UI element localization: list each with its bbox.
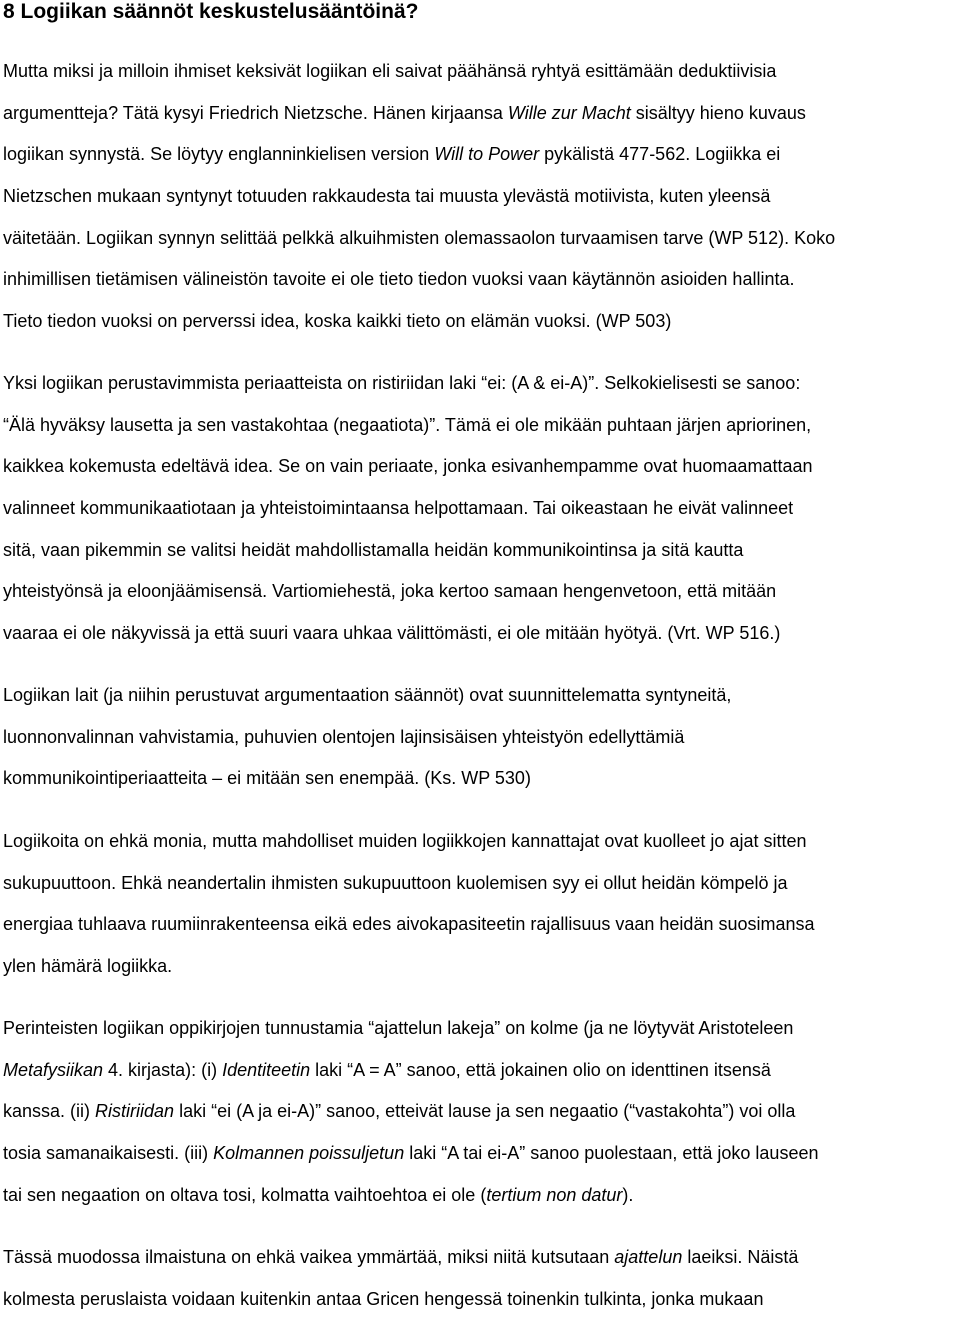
text-line: vaaraa ei ole näkyvissä ja että suuri vaara uhkaa välittömästi, ei ole mitään hyötyä. (Vrt. WP 516.) <box>3 623 781 644</box>
paragraph-logic-laws <box>3 675 957 800</box>
paragraph-laws-of-thought <box>3 1008 957 1216</box>
section-heading: 8 Logiikan säännöt keskustelusääntöinä? <box>3 0 419 23</box>
book-title: Will to Power <box>434 144 540 165</box>
text-line: Tieto tiedon vuoksi on perverssi idea, koska kaikki tieto on elämän vuoksi. (WP 503) <box>3 311 672 332</box>
text-line: kaikkea kokemusta edeltävä idea. Se on vain periaate, jonka esivanhempamme ovat huomaamattaan <box>3 456 813 477</box>
book-title: Wille zur Macht <box>507 102 631 123</box>
text-line: kolmesta peruslaista voidaan kuitenkin antaa Gricen hengessä toinenkin tulkinta, jonka mukaan <box>3 1288 764 1309</box>
text-line: Metafysiikan 4. kirjasta): (i) Identiteetin laki “A = A” sanoo, että jokainen olio on identtinen itsensä <box>3 1059 771 1080</box>
paragraph-nietzsche <box>3 51 957 343</box>
text-line: Nietzschen mukaan syntynyt totuuden rakkaudesta tai muusta ylevästä motiivista, kuten yleensä <box>3 186 771 207</box>
text-line: luonnonvalinnan vahvistamia, puhuvien olentojen lajinsisäisen yhteistyön edellyttämiä <box>3 726 685 747</box>
text-line: yhteistyönsä ja eloonjäämisensä. Vartiomiehestä, joka kertoo samaan hengenvetoon, että mitään <box>3 581 777 602</box>
text-line: Tässä muodossa ilmaistuna on ehkä vaikea ymmärtää, miksi niitä kutsutaan ajattelun laeiksi. Näistä <box>3 1247 799 1267</box>
text-line: Perinteisten logiikan oppikirjojen tunnustamia “ajattelun lakeja” on kolme (ja ne löytyvät Aristoteleen <box>3 1018 794 1038</box>
text-line: Logiikan lait (ja niihin perustuvat argumentaation säännöt) ovat suunnittelematta syntyneitä, <box>3 685 732 705</box>
text-line: ylen hämärä logiikka. <box>3 956 173 977</box>
text-line: valinneet kommunikaatiotaan ja yhteistoimintaansa helpottamaan. Tai oikeastaan he eivät valinneet <box>3 498 794 519</box>
text-line: kanssa. (ii) Ristiriidan laki “ei (A ja ei-A)” sanoo, etteivät lause ja sen negaatio (“vastakohta”) voi olla <box>3 1101 796 1122</box>
text-line: “Älä hyväksy lausetta ja sen vastakohtaa (negaatiota)”. Tämä ei ole mikään puhtaan järjen apriorinen, <box>3 414 812 435</box>
text-line: logiikan synnystä. Se löytyy englanninkielisen version Will to Power pykälistä 477-562. Logiikka ei <box>3 144 781 165</box>
text-line: kommunikointiperiaatteita – ei mitään sen enempää. (Ks. WP 530) <box>3 768 531 789</box>
text-line: Yksi logiikan perustavimmista periaatteista on ristiriidan laki “ei: (A & ei-A)”. Selkokielisesti se sanoo: <box>3 373 801 393</box>
text-line: Mutta miksi ja milloin ihmiset keksivät logiikan eli saivat päähänsä ryhtyä esittämään deduktiivisia <box>3 61 777 81</box>
text-line: Logiikoita on ehkä monia, mutta mahdolliset muiden logiikkojen kannattajat ovat kuolleet jo ajat sitten <box>3 831 807 851</box>
paragraph-neanderthal <box>3 821 957 988</box>
text-line: väitetään. Logiikan synnyn selittää pelkkä alkuihmisten olemassaolon turvaamisen tarve (WP 512). Koko <box>3 227 836 248</box>
paragraph-grice <box>3 1237 957 1320</box>
text-line: argumentteja? Tätä kysyi Friedrich Nietzsche. Hänen kirjaansa Wille zur Macht sisältyy hieno kuvaus <box>3 102 806 123</box>
text-line: sukupuuttoon. Ehkä neandertalin ihmisten sukupuuttoon kuolemisen syy ei ollut heidän kömpelö ja <box>3 872 788 893</box>
text-line: tosia samanaikaisesti. (iii) Kolmannen poissuljetun laki “A tai ei-A” sanoo puolestaan, että joko lauseen <box>3 1143 819 1164</box>
text-line: energiaa tuhlaava ruumiinrakenteensa eikä edes aivokapasiteetin rajallisuus vaan heidän suosimansa <box>3 914 815 935</box>
text-line: sitä, vaan pikemmin se valitsi heidät mahdollistamalla heidän kommunikointinsa ja sitä kautta <box>3 539 744 560</box>
text-line: tai sen negaation on oltava tosi, kolmatta vaihtoehtoa ei ole (tertium non datur). <box>3 1184 634 1205</box>
text-line: inhimillisen tietämisen välineistön tavoite ei ole tieto tiedon vuoksi vaan käytännön asioiden hallinta. <box>3 269 795 290</box>
paragraph-contradiction <box>3 363 957 655</box>
